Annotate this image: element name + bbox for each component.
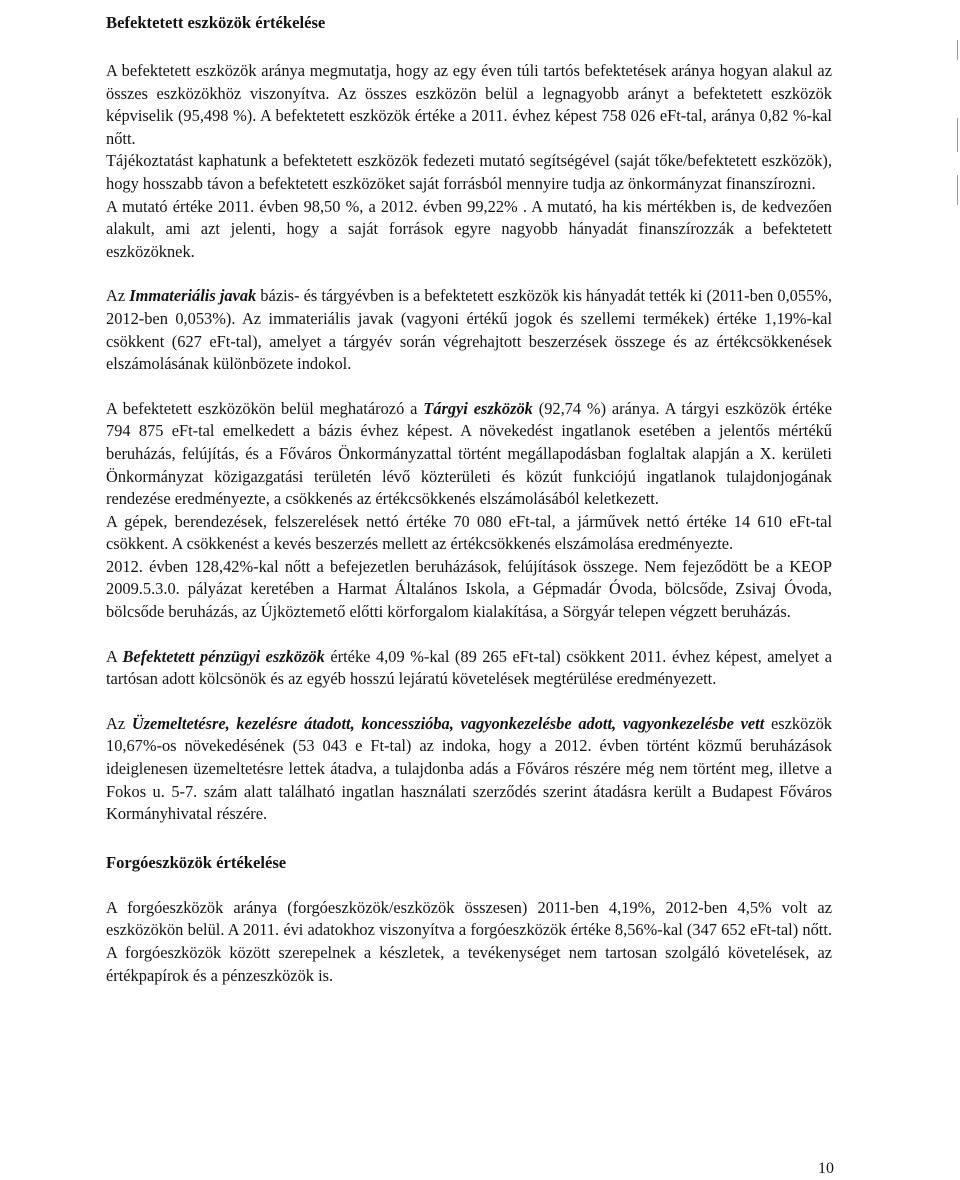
emphasis-financial-assets: Befektetett pénzügyi eszközök <box>122 646 325 666</box>
emphasis-intangible-assets: Immateriális javak <box>129 286 257 306</box>
emphasis-operated-assets: Üzemeltetésre, kezelésre átadott, koncesszióba, vagyonkezelésbe adott, vagyonkezelésbe vett <box>131 713 765 733</box>
text-run: (92,74 %) aránya. A tárgyi eszközök értéke 794 875 eFt-tal emelkedett a bázis évhez képest. A növekedést ingatlanok esetében a jelentős mértékű beruházás, felújítás, és a Főváros Önkormányzattal történt megállapodásban foglaltak alapján a X. kerületi Önkormányzat közigazgatási területén lévő közterületi és közút funkciójú ingatlanok tulajdonjogának rendezése eredményezte, a csökkenés az értékcsökkenés elszámolásából keletkezett. <box>106 398 833 509</box>
paragraph-gap <box>106 376 832 398</box>
text-run: bázis- és tárgyévben is a befektetett eszközök kis hányadát tették ki (2011-ben 0,055%, 2012-ben 0,053%). Az immateriális javak (vagyoni értékű jogok és szellemi termékek) értéke 1,19%-kal csökkent (627 eFt-tal), amelyet a tárgyév során végrehajtott beszerzések összege és az értékcsökkenések elszámolásának különbözete indokol. <box>106 286 833 374</box>
text-run: Az <box>106 286 130 306</box>
paragraph-intangible-assets <box>106 285 832 375</box>
paragraph-fixed-assets-ratio: A befektetett eszközök aránya megmutatja, hogy az egy éven túli tartós befektetések aránya hogyan alakul az összes eszközökhöz viszonyítva. Az összes eszközön belül a legnagyobb arányt a befektetett eszközök képviselik (95,498 %). A befektetett eszközök értéke a 2011. évhez képest 758 026 eFt-tal, aránya 0,82 %-kal nőtt. <box>106 61 832 148</box>
section-heading-current-assets: Forgóeszközök értékelése <box>106 852 287 872</box>
paragraph-machinery: A gépek, berendezések, felszerelések nettó értéke 70 080 eFt-tal, a járművek nettó értéke 14 610 eFt-tal csökkent. A csökkenést a kevés beszerzés mellett az értékcsökkenés elszámolása eredményezte. <box>106 511 832 554</box>
page-number: 10 <box>818 1160 834 1177</box>
emphasis-tangible-assets: Tárgyi eszközök <box>423 398 533 418</box>
paragraph-gap <box>106 263 832 285</box>
text-run: A befektetett eszközökön belül meghatározó a <box>106 398 424 418</box>
paragraph-coverage-indicator: Tájékoztatást kaphatunk a befektetett eszközök fedezeti mutató segítségével (saját tőke/befektetett eszközök), hogy hosszabb távon a befektetett eszközöket saját forrásból mennyire tudja az önkormányzat finanszírozni. <box>106 151 832 193</box>
scan-edge-mark <box>957 40 958 60</box>
paragraph-gap <box>106 624 832 646</box>
paragraph-gap <box>106 691 832 713</box>
scan-edge-mark <box>957 118 958 152</box>
paragraph-current-assets: A forgóeszközök aránya (forgóeszközök/eszközök összesen) 2011-ben 4,19%, 2012-ben 4,5% volt az eszközökön belül. A 2011. évi adatokhoz viszonyítva a forgóeszközök értéke 8,56%-kal (347 652 eFt-tal) nőtt. A forgóeszközök között szerepelnek a készletek, a tevékenységet nem tartosan szolgáló követelések, az értékpapírok és a pénzeszközök is. <box>106 897 832 985</box>
scan-edge-mark <box>957 175 958 205</box>
paragraph-financial-assets <box>106 646 832 691</box>
paragraph-tangible-assets <box>106 398 832 511</box>
paragraph-indicator-value: A mutató értéke 2011. évben 98,50 %, a 2012. évben 99,22% . A mutató, ha kis mértékben is, de kedvezően alakult, ami azt jelenti, hogy a saját források egyre nagyobb hányadát finanszírozzák a befektetett eszközöknek. <box>106 196 832 261</box>
text-run: Az <box>106 713 132 733</box>
document-page <box>106 12 832 987</box>
paragraph-investments: 2012. évben 128,42%-kal nőtt a befejezetlen beruházások, felújítások összege. Nem fejeződött be a KEOP 2009.5.3.0. pályázat keretében a Harmat Általános Iskola, a Gépmadár Óvoda, bölcsőde, Zsivaj Óvoda, bölcsőde beruházás, az Újköztemető előtti körforgalom kialakítása, a Sörgyár telepen végzett beruházás. <box>106 556 832 622</box>
section-heading-fixed-assets: Befektetett eszközök értékelése <box>106 13 326 32</box>
paragraph-operated-assets <box>106 713 832 826</box>
text-run: A <box>106 646 123 666</box>
text-run: eszközök 10,67%-os növekedésének (53 043 e Ft-tal) az indoka, hogy a 2012. évben történt közmű beruházások ideiglenesen üzemeltetésre lettek átadva, a tulajdonba adás a Főváros részére még nem történt meg, illetve a Fokos u. 5-7. szám alatt található ingatlan használati szerződés szerint átadásra került a Budapest Főváros Kormányhivatal részére. <box>106 713 832 824</box>
text-run: értéke 4,09 %-kal (89 265 eFt-tal) csökkent 2011. évhez képest, amelyet a tartósan adott kölcsönök és az egyéb hosszú lejáratú követelések megtérülése eredményezett. <box>106 646 832 689</box>
